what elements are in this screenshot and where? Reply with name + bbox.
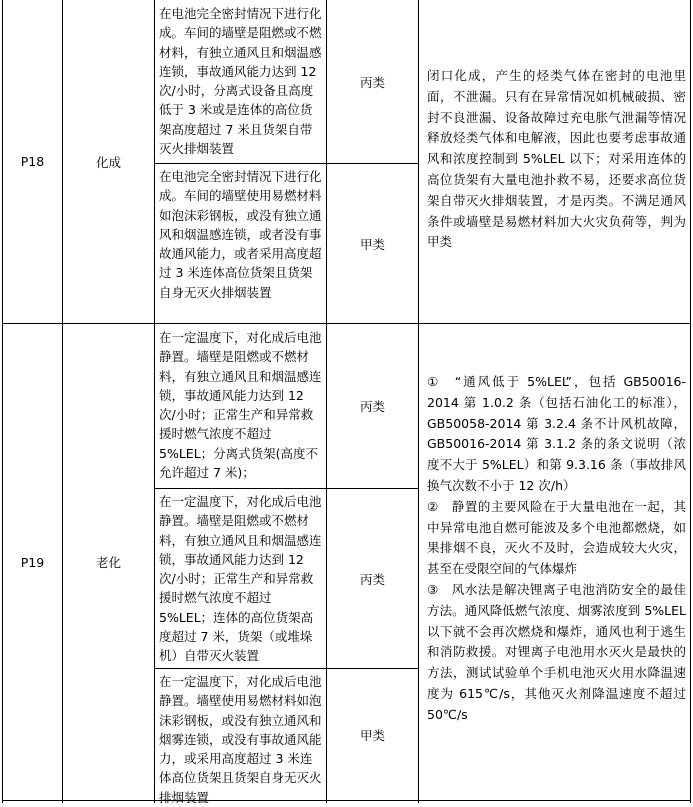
category-cell <box>327 669 418 800</box>
category-cell <box>327 0 418 163</box>
condition-text: 在一定温度下，对化成后电池静置。墙壁是阻燃或不燃材料，有独立通风且和烟温感连锁，事故通风能力达到 12 次/小时；正常生产和异常救援时燃气浓度不超过 5%LEL；分离式货架(高度不允许超过 7 米)； <box>159 330 322 481</box>
process-id-cell <box>3 324 62 800</box>
process-name: 老化 <box>95 555 121 570</box>
condition-text: 在电池完全密封情况下进行化成。车间的墙壁使用易燃材料如泡沫彩钢板，或没有独立通风和烟温感连锁，或者没有事故通风能力，或者采用高度超过 3 米连体高位货架且货架自身无灭火排烟装置 <box>159 169 322 300</box>
condition-text: 在一定温度下，对化成后电池静置。墙壁是阻燃或不燃材料，有独立通风且和烟温感连锁，事故通风能力达到 12 次/小时；正常生产和异常救援时燃气浓度不超过 5%LEL；连体的高位货架高度超过 7 米，货架（或堆垛机）自带灭火装置 <box>159 494 322 664</box>
condition-text: 在电池完全密封情况下进行化成。车间的墙壁是阻燃或不燃材料，有独立通风且和烟温感连锁，事故通风能力达到 12 次/小时，分离式设备且高度低于 3 米或是连体的高位货架高度超过 7 米且货架自带灭火排烟装置 <box>159 6 322 157</box>
process-id: P19 <box>20 554 45 570</box>
table-border-right <box>690 0 691 803</box>
hazard-category: 丙类 <box>359 399 385 414</box>
condition-text: 在一定温度下，对化成后电池静置。墙壁使用易燃材料如泡沫彩钢板，或没有独立通风和烟雾连锁，或没有事故通风能力，或采用高度超过 3 米连体高位货架且货架自身无灭火排烟装置 <box>159 674 322 805</box>
process-name-cell <box>63 324 154 800</box>
process-name-cell <box>63 0 154 323</box>
process-id: P18 <box>20 154 45 169</box>
explanation-text: 闭口化成，产生的烃类气体在密封的电池里面，不泄漏。只有在异常情况如机械破损、密封不良泄漏、设备故障过充电胀气泄漏等情况释放烃类气体和电解液，因此也要考虑事故通风和浓度控制到 5%LEL 以下；对采用连体的高位货架有大量电池扑救不易，还要求高位货架自带灭火排烟装置，才是丙类。不满足通风条件或墙壁是易燃材料加大火灾负荷等，判为甲类 <box>427 68 686 250</box>
hazard-category: 甲类 <box>359 727 385 743</box>
process-id-cell <box>3 0 62 323</box>
category-cell <box>327 489 418 668</box>
hazard-category: 丙类 <box>359 571 385 587</box>
process-name: 化成 <box>95 154 121 170</box>
category-cell <box>327 324 418 488</box>
hazard-category: 甲类 <box>359 236 385 252</box>
row-divider <box>2 800 691 801</box>
explanation-text: ① “通风低于 5%LEL”，包括 GB50016-2014 第 1.0.2 条（包括石油化工的标准），GB50058-2014 第 3.2.4 条不计风机故障，GB50016-2014 第 3.1.2 条的条文说明（浓度不大于 5%LEL）和第 9.3.16 条（事故排风换气次数不小于 12 次/h） ② 静置的主要风险在于大量电池在一起，其中异常电池自燃可能波及多个电池都燃烧，如果排烟不良，灭火不及时，会造成较大火灾，甚至在受限空间的气体爆炸 ③ 风水法是解决锂离子电池消防安全的最佳方法。通风降低燃气浓度、烟雾浓度到 5%LEL 以下就不会再次燃烧和爆炸，通风也利于逃生和消防救援。对锂离子电池用水灭火是最快的方法，测试试验单个手机电池灭火用水降温速度为 615℃/s，其他灭火剂降温速度不超过 50℃/s <box>427 374 686 722</box>
hazard-category: 丙类 <box>359 74 385 90</box>
category-cell <box>327 164 418 323</box>
